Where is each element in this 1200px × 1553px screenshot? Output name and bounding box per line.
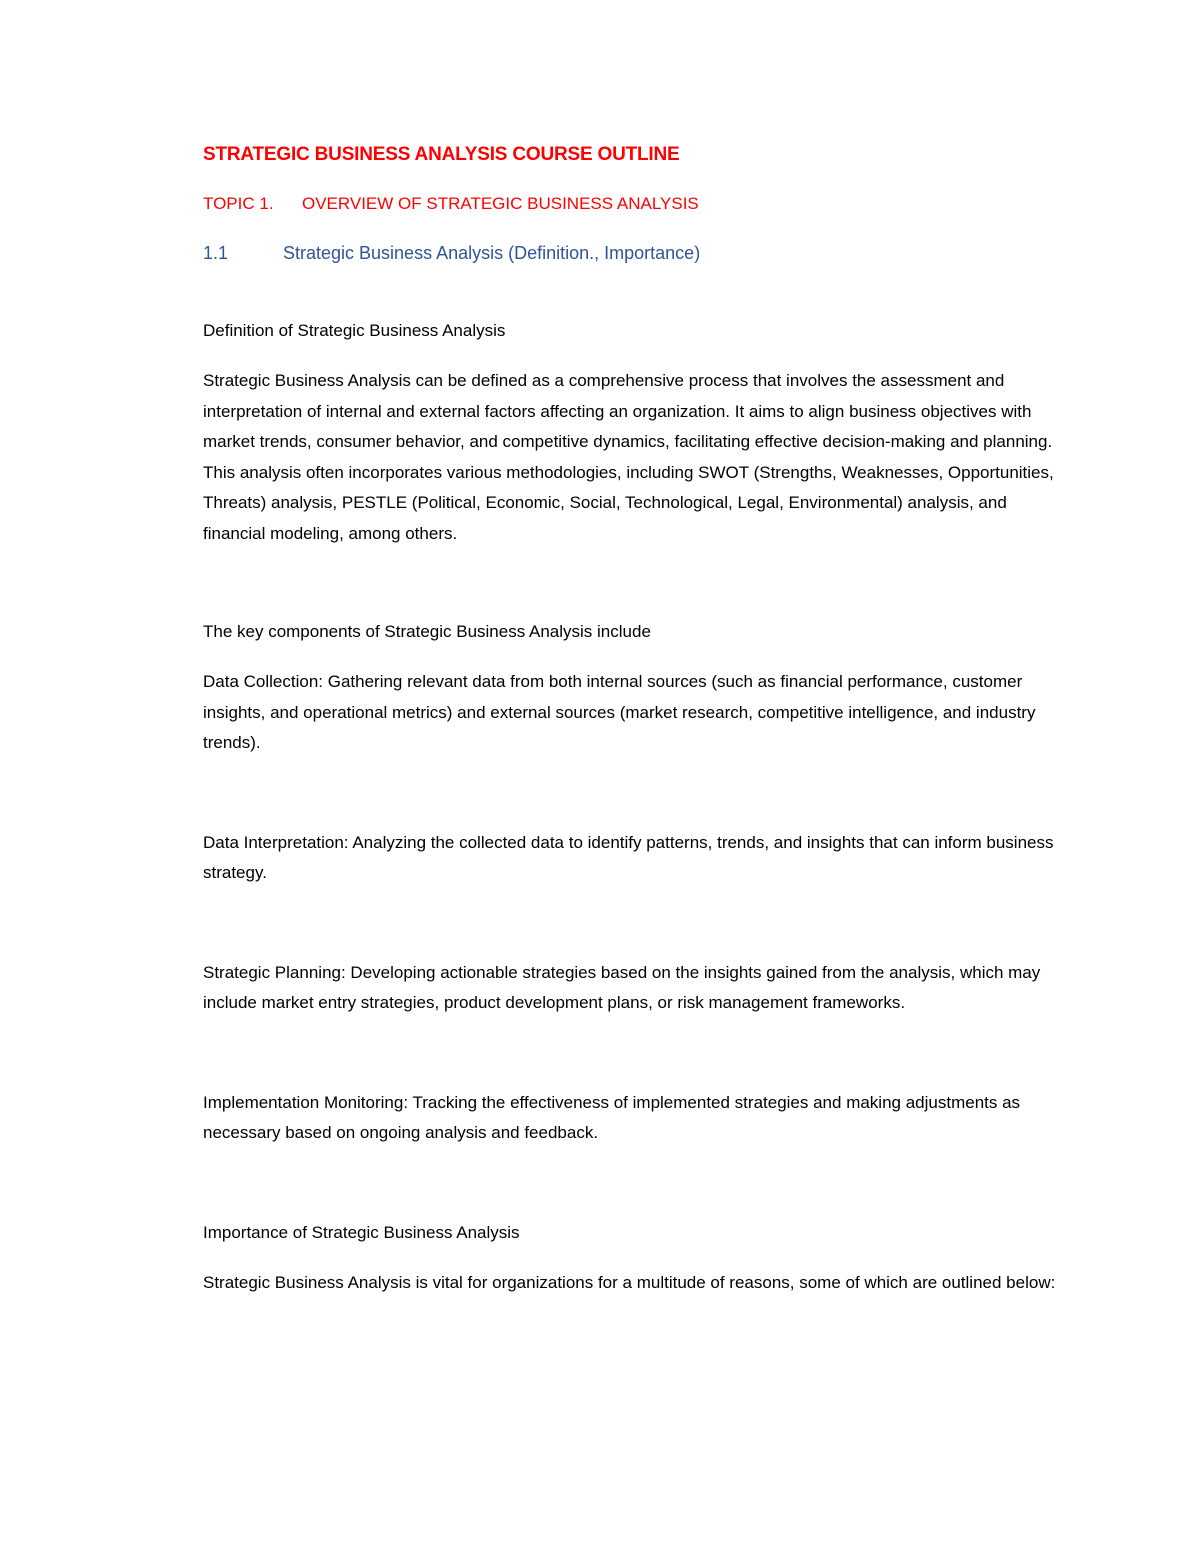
component-data-collection: Data Collection: Gathering relevant data from both internal sources (such as financial performance, customer insights, and operational metrics) and external sources (market research, competitive intelligence, and industry trends). [203,672,1036,752]
component-strategic-planning: Strategic Planning: Developing actionable strategies based on the insights gained from the analysis, which may include market entry strategies, product development plans, or risk management frameworks. [203,962,1041,1012]
components-heading: The key components of Strategic Business Analysis include [203,622,651,641]
importance-paragraph: Strategic Business Analysis is vital for organizations for a multitude of reasons, some of which are outlined below: [203,1272,1056,1292]
definition-heading: Definition of Strategic Business Analysis [203,321,506,340]
topic-heading [203,189,1063,219]
document-title: STRATEGIC BUSINESS ANALYSIS COURSE OUTLINE [203,144,680,165]
document-content [203,140,1063,1298]
subtopic-number: 1.1 [203,243,229,263]
component-implementation-monitoring: Implementation Monitoring: Tracking the effectiveness of implemented strategies and making adjustments as necessary based on ongoing analysis and feedback. [203,1092,1021,1142]
component-data-interpretation: Data Interpretation: Analyzing the collected data to identify patterns, trends, and insights that can inform business strategy. [203,832,1054,882]
topic-number: TOPIC 1. [203,194,274,213]
subtopic-title: Strategic Business Analysis (Definition., Importance) [283,243,701,263]
topic-title: OVERVIEW OF STRATEGIC BUSINESS ANALYSIS [302,194,699,213]
importance-heading: Importance of Strategic Business Analysis [203,1222,520,1242]
subtopic-heading [203,238,1063,268]
definition-paragraph: Strategic Business Analysis can be defined as a comprehensive process that involves the assessment and interpretation of internal and external factors affecting an organization. It aims to align business objectives with market trends, consumer behavior, and competitive dynamics, facilitating effective decision-making and planning. This analysis often incorporates various methodologies, including SWOT (Strengths, Weaknesses, Opportunities, Threats) analysis, PESTLE (Political, Economic, Social, Technological, Legal, Environmental) analysis, and financial modeling, among others. [203,371,1054,543]
